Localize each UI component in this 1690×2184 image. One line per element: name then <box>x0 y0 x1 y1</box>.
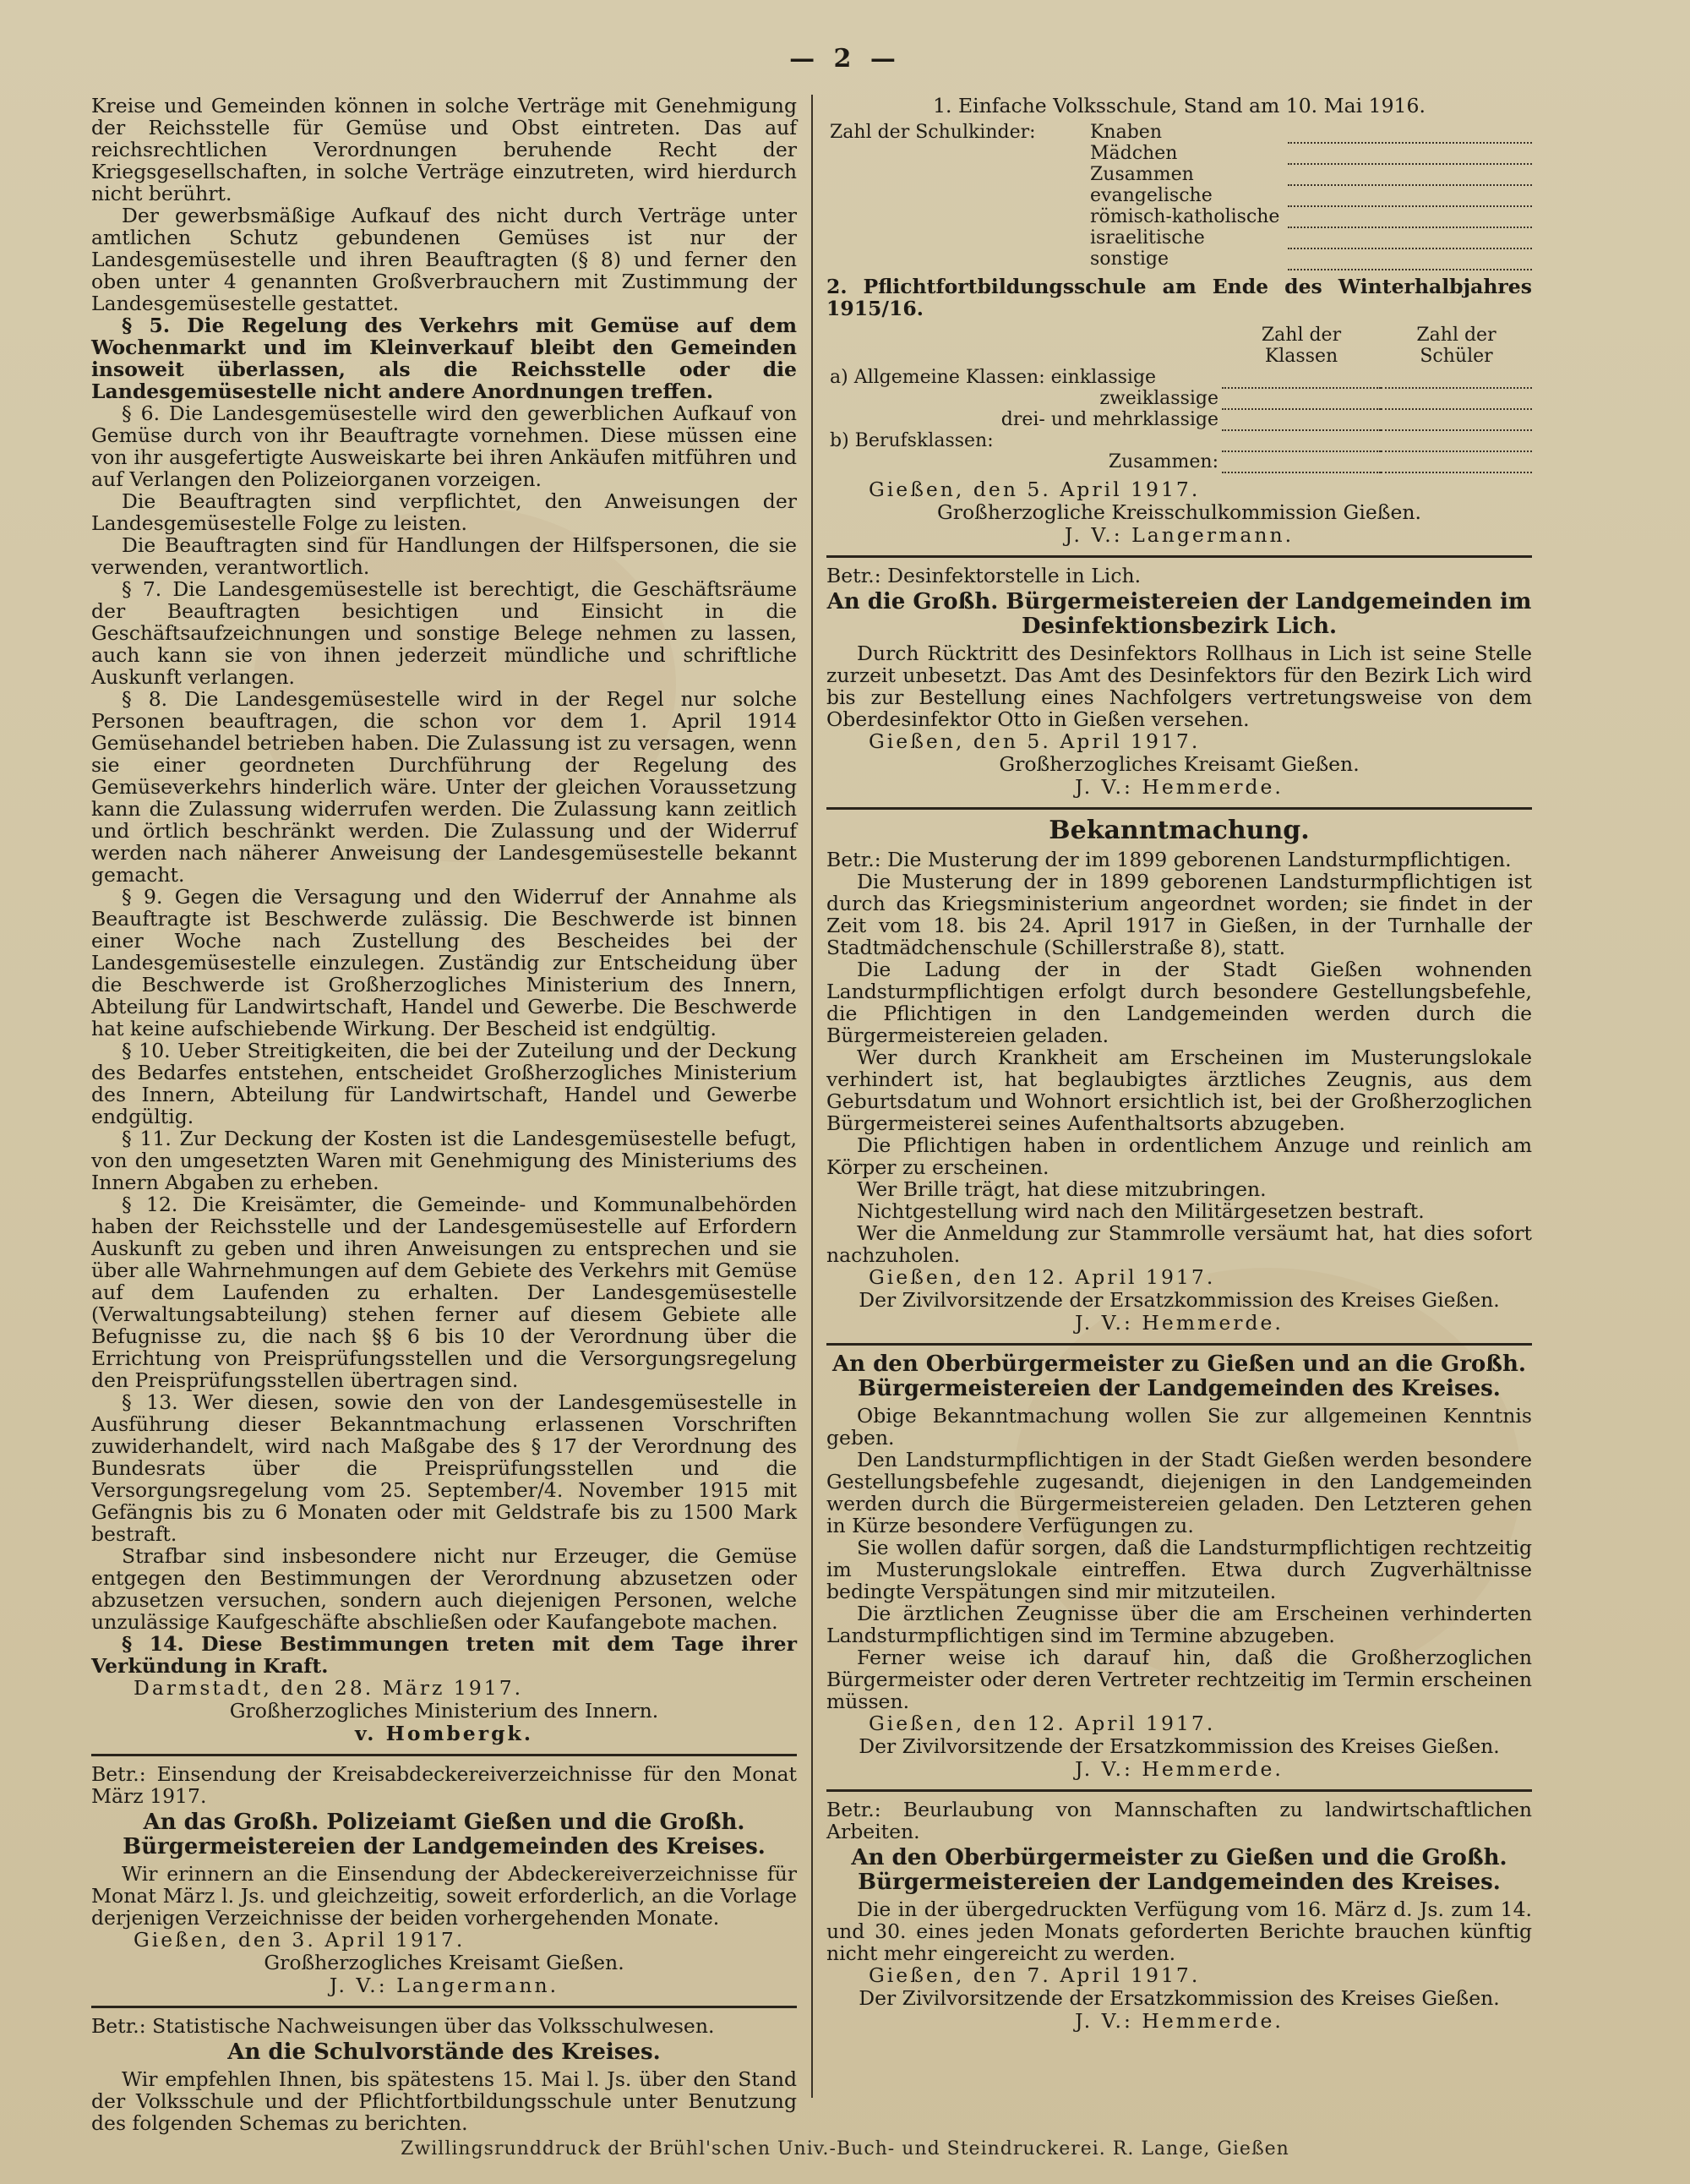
notice-heading: An die Großh. Bürgermeistereien der Landgemeinden im Desinfektionsbezirk Lich. <box>826 589 1532 639</box>
blank-field <box>1381 409 1532 430</box>
paragraph: § 10. Ueber Streitigkeiten, die bei der Zuteilung und der Deckung des Bedarfes entstehen, entscheidet Großherzogliches Ministerium des Innern, Abteilung für Landwirtschaft, Handel und Gewerbe endgültig. <box>91 1039 797 1128</box>
place-date: Darmstadt, den 28. März 1917. <box>134 1676 524 1700</box>
paragraph: Die Pflichtigen haben in ordentlichem Anzuge und reinlich am Körper zu erscheinen. <box>826 1133 1532 1179</box>
paragraph: Die in der übergedruckten Verfügung vom 16. März d. Js. zum 14. und 30. eines jeden Monats geforderten Berichte brauchen künftig nicht mehr eingereicht zu werden. <box>826 1897 1532 1965</box>
signature-authority: Der Zivilvorsitzende der Ersatzkommission des Kreises Gießen. <box>859 1288 1500 1312</box>
blank-field <box>1381 388 1532 409</box>
paragraph: Die Ladung der in der Stadt Gießen wohnenden Landsturmpflichtigen erfolgt durch besondere Gestellungsbefehle, die Pflichtigen in den Landgemeinden werden durch die Bürgermeistereien geladen. <box>826 958 1532 1047</box>
paragraph: § 12. Die Kreisämter, die Gemeinde- und Kommunalbehörden haben der Reichsstelle und der Landesgemüsestelle auf Erfordern Auskunft zu geben und ihren Anweisungen zu entsprechen und sie über alle Wahrnehmungen auf dem Gebiete des Verkehrs mit Gemüse auf dem Laufenden zu erhalten. Der Landesgemüsestelle (Verwaltungsabteilung) stehen ferner auf diesem Gebiete alle Befugnisse zu, die nach §§ 6 bis 10 der Verordnung über die Errichtung von Preisprüfungsstellen und die Versorgungsregelung den Preisprüfungsstellen übertragen sind. <box>91 1193 797 1392</box>
place-date: Gießen, den 12. April 1917. <box>869 1712 1216 1735</box>
table-row <box>826 388 1532 409</box>
place-date: Gießen, den 12. April 1917. <box>869 1265 1216 1289</box>
table-cell: israelitische <box>1090 227 1205 248</box>
blank-field <box>1288 248 1532 270</box>
table-row <box>826 143 1532 164</box>
section-divider <box>826 555 1532 558</box>
section-divider <box>826 1789 1532 1792</box>
table-row <box>826 206 1532 227</box>
signature-authority: Großherzogliche Kreisschulkommission Gießen. <box>937 500 1421 524</box>
table-label: Zusammen: <box>1108 451 1218 472</box>
paragraph: Wer durch Krankheit am Erscheinen im Musterungslokale verhindert ist, hat beglaubigtes ärztliches Zeugnis, aus dem Geburtsdatum und Wohnort ersichtlich ist, bei der Großherzoglichen Bürgermeisterei seines Aufenthaltsorts abzugeben. <box>826 1046 1532 1135</box>
signature-name: J. V.: Langermann. <box>1064 523 1295 547</box>
place-date: Gießen, den 3. April 1917. <box>134 1928 466 1952</box>
paragraph: Der gewerbsmäßige Aufkauf des nicht durch Verträge unter amtlichen Schutz gebundenen Gemüses ist nur der Landesgemüsestelle und ihren Beauftragten (§ 8) und ferner den oben unter 4 genannten Großverbrauchern mit Zustimmung der Landesgemüsestelle gestattet. <box>91 204 797 315</box>
table-row <box>826 409 1532 430</box>
table-cell: sonstige <box>1090 248 1169 270</box>
table-cell: römisch-katholische <box>1090 206 1280 227</box>
table-cell: Zusammen <box>1090 164 1194 185</box>
table-row <box>826 430 1532 451</box>
blank-field <box>1222 367 1381 388</box>
table-cell: evangelische <box>1090 185 1213 206</box>
table-row <box>826 248 1532 270</box>
table-cell: drei- und mehrklassige <box>1000 409 1218 430</box>
signature-name: J. V.: Langermann. <box>329 1974 559 1997</box>
table-cell: Knaben <box>1090 122 1162 143</box>
blank-field <box>1288 122 1532 143</box>
paragraph: Obige Bekanntmachung wollen Sie zur allgemeinen Kenntnis geben. <box>826 1404 1532 1450</box>
schema-table-1 <box>826 122 1532 270</box>
blank-field <box>1288 143 1532 164</box>
paragraph: § 6. Die Landesgemüsestelle wird den gewerblichen Aufkauf von Gemüse durch von ihr Beauftragte vornehmen. Diese müssen eine von ihr ausgefertigte Ausweiskarte bei ihren Ankäufen mitführen und auf Verlangen den Polizeiorganen vorzeigen. <box>91 401 797 491</box>
table-cell: einklassige <box>1050 367 1157 388</box>
paragraph: Strafbar sind insbesondere nicht nur Erzeuger, die Gemüse entgegen den Bestimmungen der Verordnung abzusetzen oder abzusetzen versuchen, sondern auch diejenigen Personen, welche unzulässige Kaufgeschäfte abschließen oder Kaufangebote machen. <box>91 1544 797 1634</box>
betr-line: Betr.: Desinfektorstelle in Lich. <box>826 564 1142 587</box>
table-row <box>826 227 1532 248</box>
schema-title: 1. Einfache Volksschule, Stand am 10. Mai 1916. <box>933 94 1426 117</box>
table-label: a) Allgemeine Klassen: <box>830 367 1045 388</box>
blank-field <box>1288 185 1532 206</box>
notice-heading: An den Oberbürgermeister zu Gießen und an die Großh. Bürgermeistereien der Landgemeinden des Kreises. <box>832 1351 1526 1401</box>
betr-line: Betr.: Statistische Nachweisungen über das Volksschulwesen. <box>91 2014 715 2038</box>
table-header-row <box>826 325 1532 367</box>
signature-authority: Großherzogliches Kreisamt Gießen. <box>999 752 1360 776</box>
blank-field <box>1288 227 1532 248</box>
paragraph: Sie wollen dafür sorgen, daß die Landsturmpflichtigen rechtzeitig im Musterungslokale eintreffen. Etwa durch Zugverhältnisse bedingte Verspätungen sind mir mitzuteilen. <box>826 1536 1532 1603</box>
blank-field <box>1288 164 1532 185</box>
table-cell <box>826 367 1222 388</box>
place-date: Gießen, den 5. April 1917. <box>869 729 1201 753</box>
section-divider <box>91 1754 797 1756</box>
notice-title: Bekanntmachung. <box>1049 816 1310 845</box>
paragraph: Wir empfehlen Ihnen, bis spätestens 15. Mai l. Js. über den Stand der Volksschule und der Pflichtfortbildungsschule unter Benutzung des folgenden Schemas zu berichten. <box>91 2067 797 2135</box>
blank-field <box>1222 409 1381 430</box>
column-rule <box>811 95 813 2098</box>
table-cell: zweiklassige <box>1099 388 1218 409</box>
place-date: Gießen, den 5. April 1917. <box>869 478 1201 501</box>
paragraph: Kreise und Gemeinden können in solche Verträge mit Genehmigung der Reichsstelle für Gemüse und Obst eintreten. Das auf reichsrechtlichen Verordnungen beruhende Recht der Kriegsgesellschaften, in solche Verträge einzutreten, wird hierdurch nicht berührt. <box>91 94 797 205</box>
paragraph: § 5. Die Regelung des Verkehrs mit Gemüse auf dem Wochenmarkt und im Kleinverkauf bleibt den Gemeinden insoweit überlassen, als die Reichsstelle oder die Landesgemüsestelle nicht andere Anordnungen treffen. <box>91 314 797 403</box>
page-number: — 2 — <box>789 44 901 74</box>
blank-field <box>1222 430 1381 451</box>
signature-authority: Der Zivilvorsitzende der Ersatzkommission des Kreises Gießen. <box>859 1734 1500 1758</box>
table-label: b) Berufsklassen: <box>830 430 994 451</box>
paragraph: § 9. Gegen die Versagung und den Widerruf der Annahme als Beauftragte ist Beschwerde zulässig. Die Beschwerde ist binnen einer Woche nach Zustellung des Bescheides bei der Landesgemüsestelle einzulegen. Zuständig zur Entscheidung über die Beschwerde ist Großherzogliches Ministerium des Innern, Abteilung für Landwirtschaft, Handel und Gewerbe. Die Beschwerde hat keine aufschiebende Wirkung. Der Bescheid ist endgültig. <box>91 885 797 1040</box>
table-row <box>826 367 1532 388</box>
paragraph: Nichtgestellung wird nach den Militärgesetzen bestraft. <box>857 1199 1425 1223</box>
blank-field <box>1381 430 1532 451</box>
betr-line: Betr.: Die Musterung der im 1899 geborenen Landsturmpflichtigen. <box>826 848 1512 871</box>
schema-title: 2. Pflichtfortbildungsschule am Ende des Winterhalbjahres 1915/16. <box>826 275 1532 320</box>
paragraph: Die Musterung der in 1899 geborenen Landsturmpflichtigen ist durch das Kriegsministerium angeordnet worden; sie findet in der Zeit vom 18. bis 24. April 1917 in Gießen, in der Turnhalle der Stadtmädchenschule (Schillerstraße 8), statt. <box>826 870 1532 959</box>
schema-table-2 <box>826 325 1532 473</box>
blank-field <box>1381 367 1532 388</box>
left-column <box>91 94 797 2135</box>
table-row <box>826 164 1532 185</box>
blank-field <box>1222 451 1381 472</box>
paragraph: Die Beauftragten sind für Handlungen der Hilfspersonen, die sie verwenden, verantwortlich. <box>91 533 797 579</box>
signature-name: J. V.: Hemmerde. <box>1075 1311 1284 1335</box>
signature-name: J. V.: Hemmerde. <box>1075 775 1284 799</box>
paragraph: Ferner weise ich darauf hin, daß die Großherzoglichen Bürgermeister oder deren Vertreter rechtzeitig im Termin erscheinen müssen. <box>826 1646 1532 1713</box>
notice-heading: An das Großh. Polizeiamt Gießen und die Großh. Bürgermeistereien der Landgemeinden des Kreises. <box>123 1810 766 1859</box>
blank-field <box>1288 206 1532 227</box>
signature-name: v. Hombergk. <box>354 1722 534 1745</box>
signature-authority: Großherzogliches Ministerium des Innern. <box>229 1699 659 1723</box>
section-divider <box>826 807 1532 810</box>
betr-line: Betr.: Einsendung der Kreisabdeckereiverzeichnisse für den Monat März 1917. <box>91 1762 797 1808</box>
paragraph: Wir erinnern an die Einsendung der Abdeckereiverzeichnisse für Monat März l. Js. und gleichzeitig, soweit erforderlich, an die Vorlage derjenigen Verzeichnisse der beiden vorhergehenden Monate. <box>91 1862 797 1930</box>
place-date: Gießen, den 7. April 1917. <box>869 1963 1201 1987</box>
paragraph: § 7. Die Landesgemüsestelle ist berechtigt, die Geschäftsräume der Beauftragten besichtigen und Einsicht in die Geschäftsaufzeichnungen und sonstige Belege nehmen zu lassen, auch kann sie von ihnen jederzeit mündliche und schriftliche Auskunft verlangen. <box>91 577 797 689</box>
paragraph: § 13. Wer diesen, sowie den von der Landesgemüsestelle in Ausführung dieser Bekanntmachung erlassenen Vorschriften zuwiderhandelt, wird nach Maßgabe des § 17 der Verordnung des Bundesrats über die Preisprüfungsstellen und die Versorgungsregelung vom 25. September/4. November 1915 mit Gefängnis bis zu 6 Monaten oder mit Geldstrafe bis zu 1500 Mark bestraft. <box>91 1390 797 1546</box>
paragraph: Wer die Anmeldung zur Stammrolle versäumt hat, hat dies sofort nachzuholen. <box>826 1221 1532 1267</box>
paragraph: § 14. Diese Bestimmungen treten mit dem Tage ihrer Verkündung in Kraft. <box>91 1632 797 1678</box>
table-cell: Mädchen <box>1090 143 1178 164</box>
column-header: Zahl der Klassen <box>1261 325 1342 367</box>
printer-imprint: Zwillingsrunddruck der Brühl'schen Univ.-Buch- und Steindruckerei. R. Lange, Gießen <box>401 2138 1289 2159</box>
paragraph: Die ärztlichen Zeugnisse über die am Erscheinen verhinderten Landsturmpflichtigen sind im Termine abzugeben. <box>826 1602 1532 1647</box>
signature-name: J. V.: Hemmerde. <box>1075 1757 1284 1781</box>
paragraph: Den Landsturmpflichtigen in der Stadt Gießen werden besondere Gestellungsbefehle zugesandt, diejenigen in den Landgemeinden werden durch die Bürgermeistereien geladen. Den Letzteren gehen in Kürze besondere Verfügungen zu. <box>826 1448 1532 1537</box>
blank-field <box>1381 451 1532 472</box>
signature-authority: Großherzogliches Kreisamt Gießen. <box>264 1951 624 1974</box>
notice-heading: An den Oberbürgermeister zu Gießen und die Großh. Bürgermeistereien der Landgemeinden des Kreises. <box>851 1845 1507 1895</box>
section-divider <box>91 2006 797 2008</box>
signature-authority: Der Zivilvorsitzende der Ersatzkommission des Kreises Gießen. <box>859 1986 1500 2010</box>
column-header: Zahl der Schüler <box>1416 325 1496 367</box>
blank-field <box>1222 388 1381 409</box>
section-divider <box>826 1343 1532 1346</box>
paragraph: Durch Rücktritt des Desinfektors Rollhaus in Lich ist seine Stelle zurzeit unbesetzt. Das Amt des Desinfektors für den Bezirk Lich wird bis zur Bestellung eines Nachfolgers vertretungsweise von dem Oberdesinfektor Otto in Gießen versehen. <box>826 642 1532 731</box>
paragraph: § 11. Zur Deckung der Kosten ist die Landesgemüsestelle befugt, von den umgesetzten Waren mit Genehmigung des Ministeriums des Innern Abgaben zu erheben. <box>91 1127 797 1194</box>
table-row <box>826 185 1532 206</box>
notice-heading: An die Schulvorstände des Kreises. <box>227 2039 661 2065</box>
paragraph: Die Beauftragten sind verpflichtet, den Anweisungen der Landesgemüsestelle Folge zu leisten. <box>91 489 797 535</box>
table-row <box>826 122 1532 143</box>
paragraph: Wer Brille trägt, hat diese mitzubringen. <box>857 1177 1267 1201</box>
table-label: Zahl der Schulkinder: <box>830 122 1036 143</box>
signature-name: J. V.: Hemmerde. <box>1075 2009 1284 2033</box>
betr-line: Betr.: Beurlaubung von Mannschaften zu landwirtschaftlichen Arbeiten. <box>826 1798 1532 1843</box>
right-column <box>826 95 1532 2098</box>
paragraph: § 8. Die Landesgemüsestelle wird in der Regel nur solche Personen beauftragen, die schon vor dem 1. April 1914 Gemüsehandel betrieben haben. Die Zulassung ist zu versagen, wenn sie einer geordneten Durchführung der Regelung des Gemüseverkehrs hinderlich wäre. Unter der gleichen Voraussetzung kann die Zulassung widerrufen werden. Die Zulassung kann zeitlich und örtlich beschränkt werden. Die Zulassung und der Widerruf werden nach näherer Anweisung der Landesgemüsestelle bekannt gemacht. <box>91 687 797 887</box>
table-row <box>826 451 1532 472</box>
